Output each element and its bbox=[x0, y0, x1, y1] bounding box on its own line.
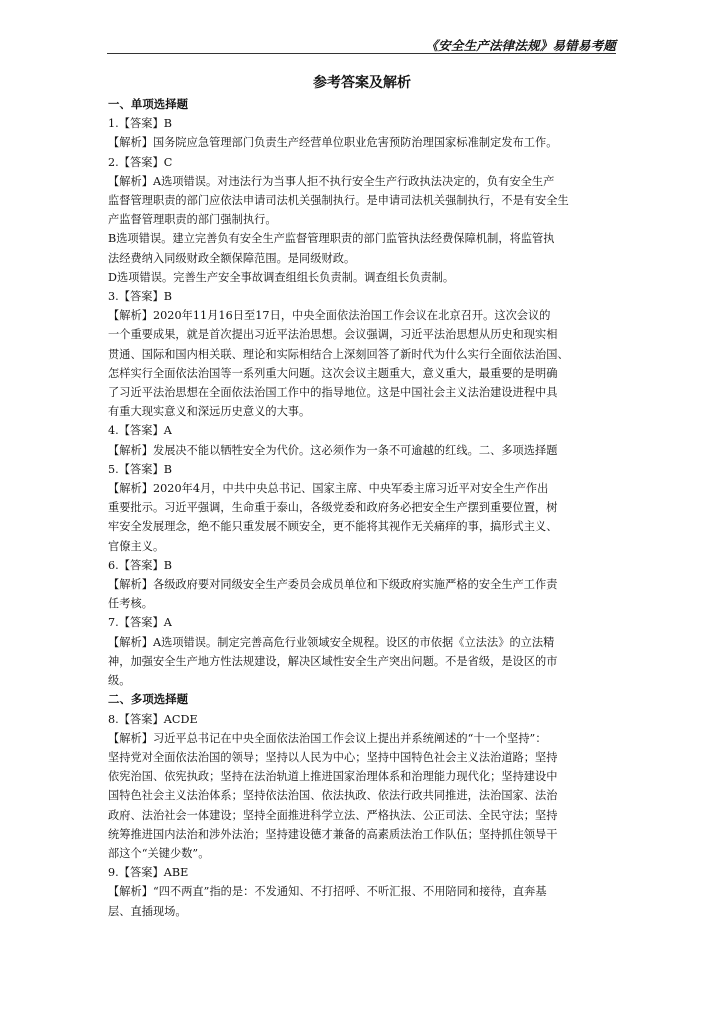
text-line: 8.【答案】ACDE bbox=[108, 712, 198, 726]
text-line: 产监督管理职责的部门强制执行。 bbox=[108, 213, 277, 227]
text-line: 5.【答案】B bbox=[108, 462, 172, 476]
page-title: 参考答案及解析 bbox=[313, 75, 411, 91]
text-line: 【解析】发展决不能以牺牲安全为代价。这必须作为一条不可逾越的红线。二、多项选择题 bbox=[108, 443, 558, 457]
document-body bbox=[108, 74, 616, 921]
answer-lines bbox=[108, 95, 616, 921]
text-line: 官僚主义。 bbox=[108, 539, 165, 553]
text-line: 一个重要成果，就是首次提出习近平法治思想。会议强调，习近平法治思想从历史和现实相 bbox=[108, 328, 558, 342]
text-line: D选项错误。完善生产安全事故调查组组长负责制。调查组长负责制。 bbox=[108, 270, 455, 284]
text-line: 级。 bbox=[108, 674, 131, 688]
text-line: 国特色社会主义法治体系；坚持依法治国、依法执政、依法行政共同推进，法治国家、法治 bbox=[108, 789, 558, 803]
section-heading: 二、多项选择题 bbox=[108, 692, 189, 707]
text-line: 法经费纳入同级财政全额保障范围。是同级财政。 bbox=[108, 251, 356, 265]
text-line: 统筹推进国内法治和涉外法治；坚持建设德才兼备的高素质法治工作队伍；坚持抓住领导干 bbox=[108, 827, 558, 841]
text-line: 9.【答案】ABE bbox=[108, 866, 189, 880]
text-line: 【解析】国务院应急管理部门负责生产经营单位职业危害预防治理国家标准制定发布工作。 bbox=[108, 136, 558, 150]
text-line: 【解析】“四不两直”指的是：不发通知、不打招呼、不听汇报、不用陪同和接待，直奔基 bbox=[108, 885, 547, 899]
text-line: 层、直插现场。 bbox=[108, 904, 187, 918]
text-line: 了习近平法治思想在全面依法治国工作中的指导地位。这是中国社会主义法治建设进程中具 bbox=[108, 386, 558, 400]
text-line: 依宪治国、依宪执政；坚持在法治轨道上推进国家治理体系和治理能力现代化；坚持建设中 bbox=[108, 770, 558, 784]
text-line: 怎样实行全面依法治国等一系列重大问题。这次会议主题重大，意义重大，最重要的是明确 bbox=[108, 366, 558, 380]
text-line: 1.【答案】B bbox=[108, 117, 172, 131]
header-divider bbox=[107, 53, 616, 54]
text-line: 【解析】2020年11月16日至17日，中央全面依法治国工作会议在北京召开。这次会议的 bbox=[108, 309, 551, 323]
text-line: 【解析】习近平总书记在中央全面依法治国工作会议上提出并系统阐述的“十一个坚持”： bbox=[108, 731, 547, 745]
text-line: 神，加强安全生产地方性法规建设，解决区域性安全生产突出问题。不是省级，是设区的市 bbox=[108, 654, 558, 668]
text-line: 3.【答案】B bbox=[108, 290, 172, 304]
text-line: 监督管理职责的部门应依法申请司法机关强制执行。是申请司法机关强制执行，不是有安全生 bbox=[108, 194, 569, 208]
text-line: 部这个“关键少数”。 bbox=[108, 846, 210, 860]
text-line: 【解析】A选项错误。制定完善高危行业领域安全规程。设区的市依据《立法法》的立法精 bbox=[108, 635, 555, 649]
running-header-title: 《安全生产法律法规》易错易考题 bbox=[425, 38, 616, 53]
text-line: 【解析】各级政府要对同级安全生产委员会成员单位和下级政府实施严格的安全生产工作责 bbox=[108, 578, 558, 592]
text-line: 有重大现实意义和深远历史意义的大事。 bbox=[108, 405, 311, 419]
text-line: 【解析】2020年4月，中共中央总书记、国家主席、中央军委主席习近平对安全生产作出 bbox=[108, 482, 549, 496]
text-line: B选项错误。建立完善负有安全生产监督管理职责的部门监管执法经费保障机制，将监管执 bbox=[108, 232, 555, 246]
section-heading: 一、单项选择题 bbox=[108, 97, 189, 111]
text-line: 【解析】A选项错误。对违法行为当事人拒不执行安全生产行政执法决定的，负有安全生产 bbox=[108, 174, 555, 188]
text-line: 坚持党对全面依法治国的领导；坚持以人民为中心；坚持中国特色社会主义法治道路；坚持 bbox=[108, 750, 558, 764]
text-line: 政府、法治社会一体建设；坚持全面推进科学立法、严格执法、公正司法、全民守法；坚持 bbox=[108, 808, 558, 822]
text-line: 重要批示。习近平强调，生命重于泰山，各级党委和政府务必把安全生产摆到重要位置，树 bbox=[108, 501, 558, 515]
text-line: 2.【答案】C bbox=[108, 155, 173, 169]
text-line: 7.【答案】A bbox=[108, 616, 172, 630]
text-line: 任考核。 bbox=[108, 597, 153, 611]
text-line: 4.【答案】A bbox=[108, 424, 172, 438]
text-line: 6.【答案】B bbox=[108, 558, 172, 572]
text-line: 牢安全发展理念，绝不能只重发展不顾安全，更不能将其视作无关痛痒的事，搞形式主义、 bbox=[108, 520, 558, 534]
text-line: 贯通、国际和国内相关联、理论和实际相结合上深刻回答了新时代为什么实行全面依法治国、 bbox=[108, 347, 569, 361]
